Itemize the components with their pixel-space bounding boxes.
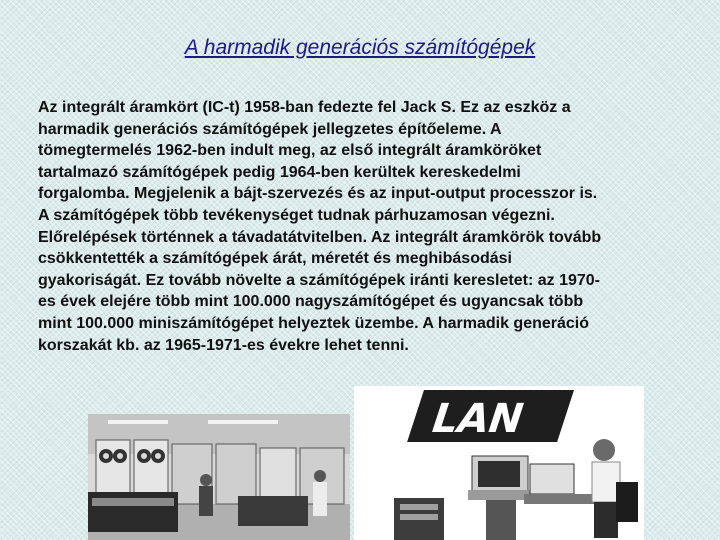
terminal-operator-photo: [354, 386, 644, 540]
slide-body-text: Az integrált áramkört (IC-t) 1958-ban fedezte fel Jack S. Ez az eszköz a harmadik generációs számítógépek jellegzetes építőeleme. A tömegtermelés 1962-ben indult meg, az első integrált áramköröket tartalmazó számítógépek pedig 1964-ben kerültek kereskedelmi forgalomba. Megjelenik a bájt-szervezés és az input-output processzor is. A számítógépek több tevékenységet tudnak párhuzamosan végezni. Előrelépések történnek a távadatátvitelben. Az integrált áramkörök tovább csökkentették a számítógépek árát, méretét és meghibásodási gyakoriságát. Ez tovább növelte a számítógépek iránti keresletet: az 1970-es évek elejére több mint 100.000 nagyszámítógépet és ugyancsak több mint 100.000 miniszámítógépet helyeztek üzembe. A harmadik generáció korszakát kb. az 1965-1971-es évekre lehet tenni.: [38, 99, 602, 354]
slide-title: A harmadik generációs számítógépek: [184, 36, 536, 59]
mainframe-room-photo: [88, 414, 350, 540]
logo-sign-text: LAN: [425, 394, 531, 442]
